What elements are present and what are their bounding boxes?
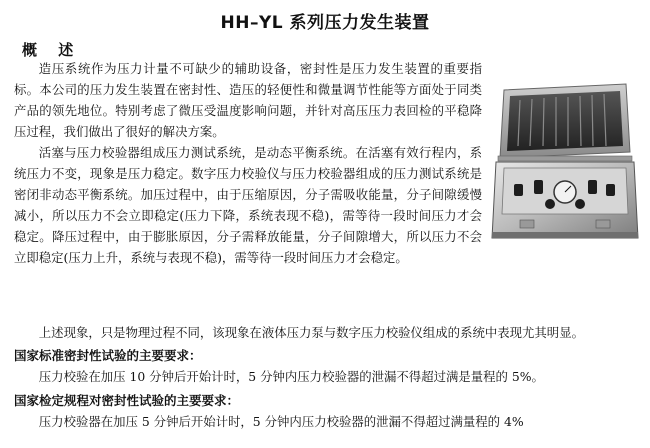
- paragraph-3: 上述现象，只是物理过程不同，该现象在液体压力泵与数字压力校验仪组成的系统中表现尤其明显。: [38, 325, 584, 340]
- pressure-generator-case-photo-icon: [490, 80, 640, 248]
- national-standard-text: 压力校验在加压 10 分钟后开始计时，5 分钟内压力校验器的泄漏不得超过满是量程的 5%。: [38, 369, 544, 384]
- national-standard-heading: 国家标准密封性试验的主要要求：: [14, 348, 202, 363]
- paragraph-2: 活塞与压力校验器组成压力测试系统，是动态平衡系统。在活塞有效行程内，系统压力不变，现象是压力稳定。数字压力校验仪与压力校验器组成的压力测试系统是密闭非动态平衡系统。加压过程中，由于压缩原因，分子需吸收能量，分子间隙缓慢减小，所以压力不会立即稳定(压力下降，系统表现不稳)，需等待一段时间压力才会稳定。降压过程中，由于膨胀原因，分子需释放能量，分子间隙增大，所以压力不会立即稳定(压力上升，系统与表现不稳)，需等待一段时间压力才会稳定。: [14, 145, 482, 265]
- overview-text-block: [14, 58, 482, 268]
- verification-heading: 国家检定规程对密封性试验的主要要求：: [14, 393, 240, 408]
- paragraph-1: 造压系统作为压力计量不可缺少的辅助设备，密封性是压力发生装置的重要指标。本公司的压力发生装置在密封性、造压的轻便性和微量调节性能等方面处于同类产品的领先地位。特别考虑了微压受温度影响问题，并针对高压压力表回检的平稳降压过程，我们做出了很好的解决方案。: [14, 61, 482, 139]
- page-title: HH–YL 系列压力发生装置: [220, 13, 430, 33]
- overview-heading: 概 述: [22, 41, 82, 59]
- case-illustration: [490, 80, 640, 248]
- verification-text: 压力校验器在加压 5 分钟后开始计时，5 分钟内压力校验器的泄漏不得超过满量程的 4%: [38, 414, 524, 429]
